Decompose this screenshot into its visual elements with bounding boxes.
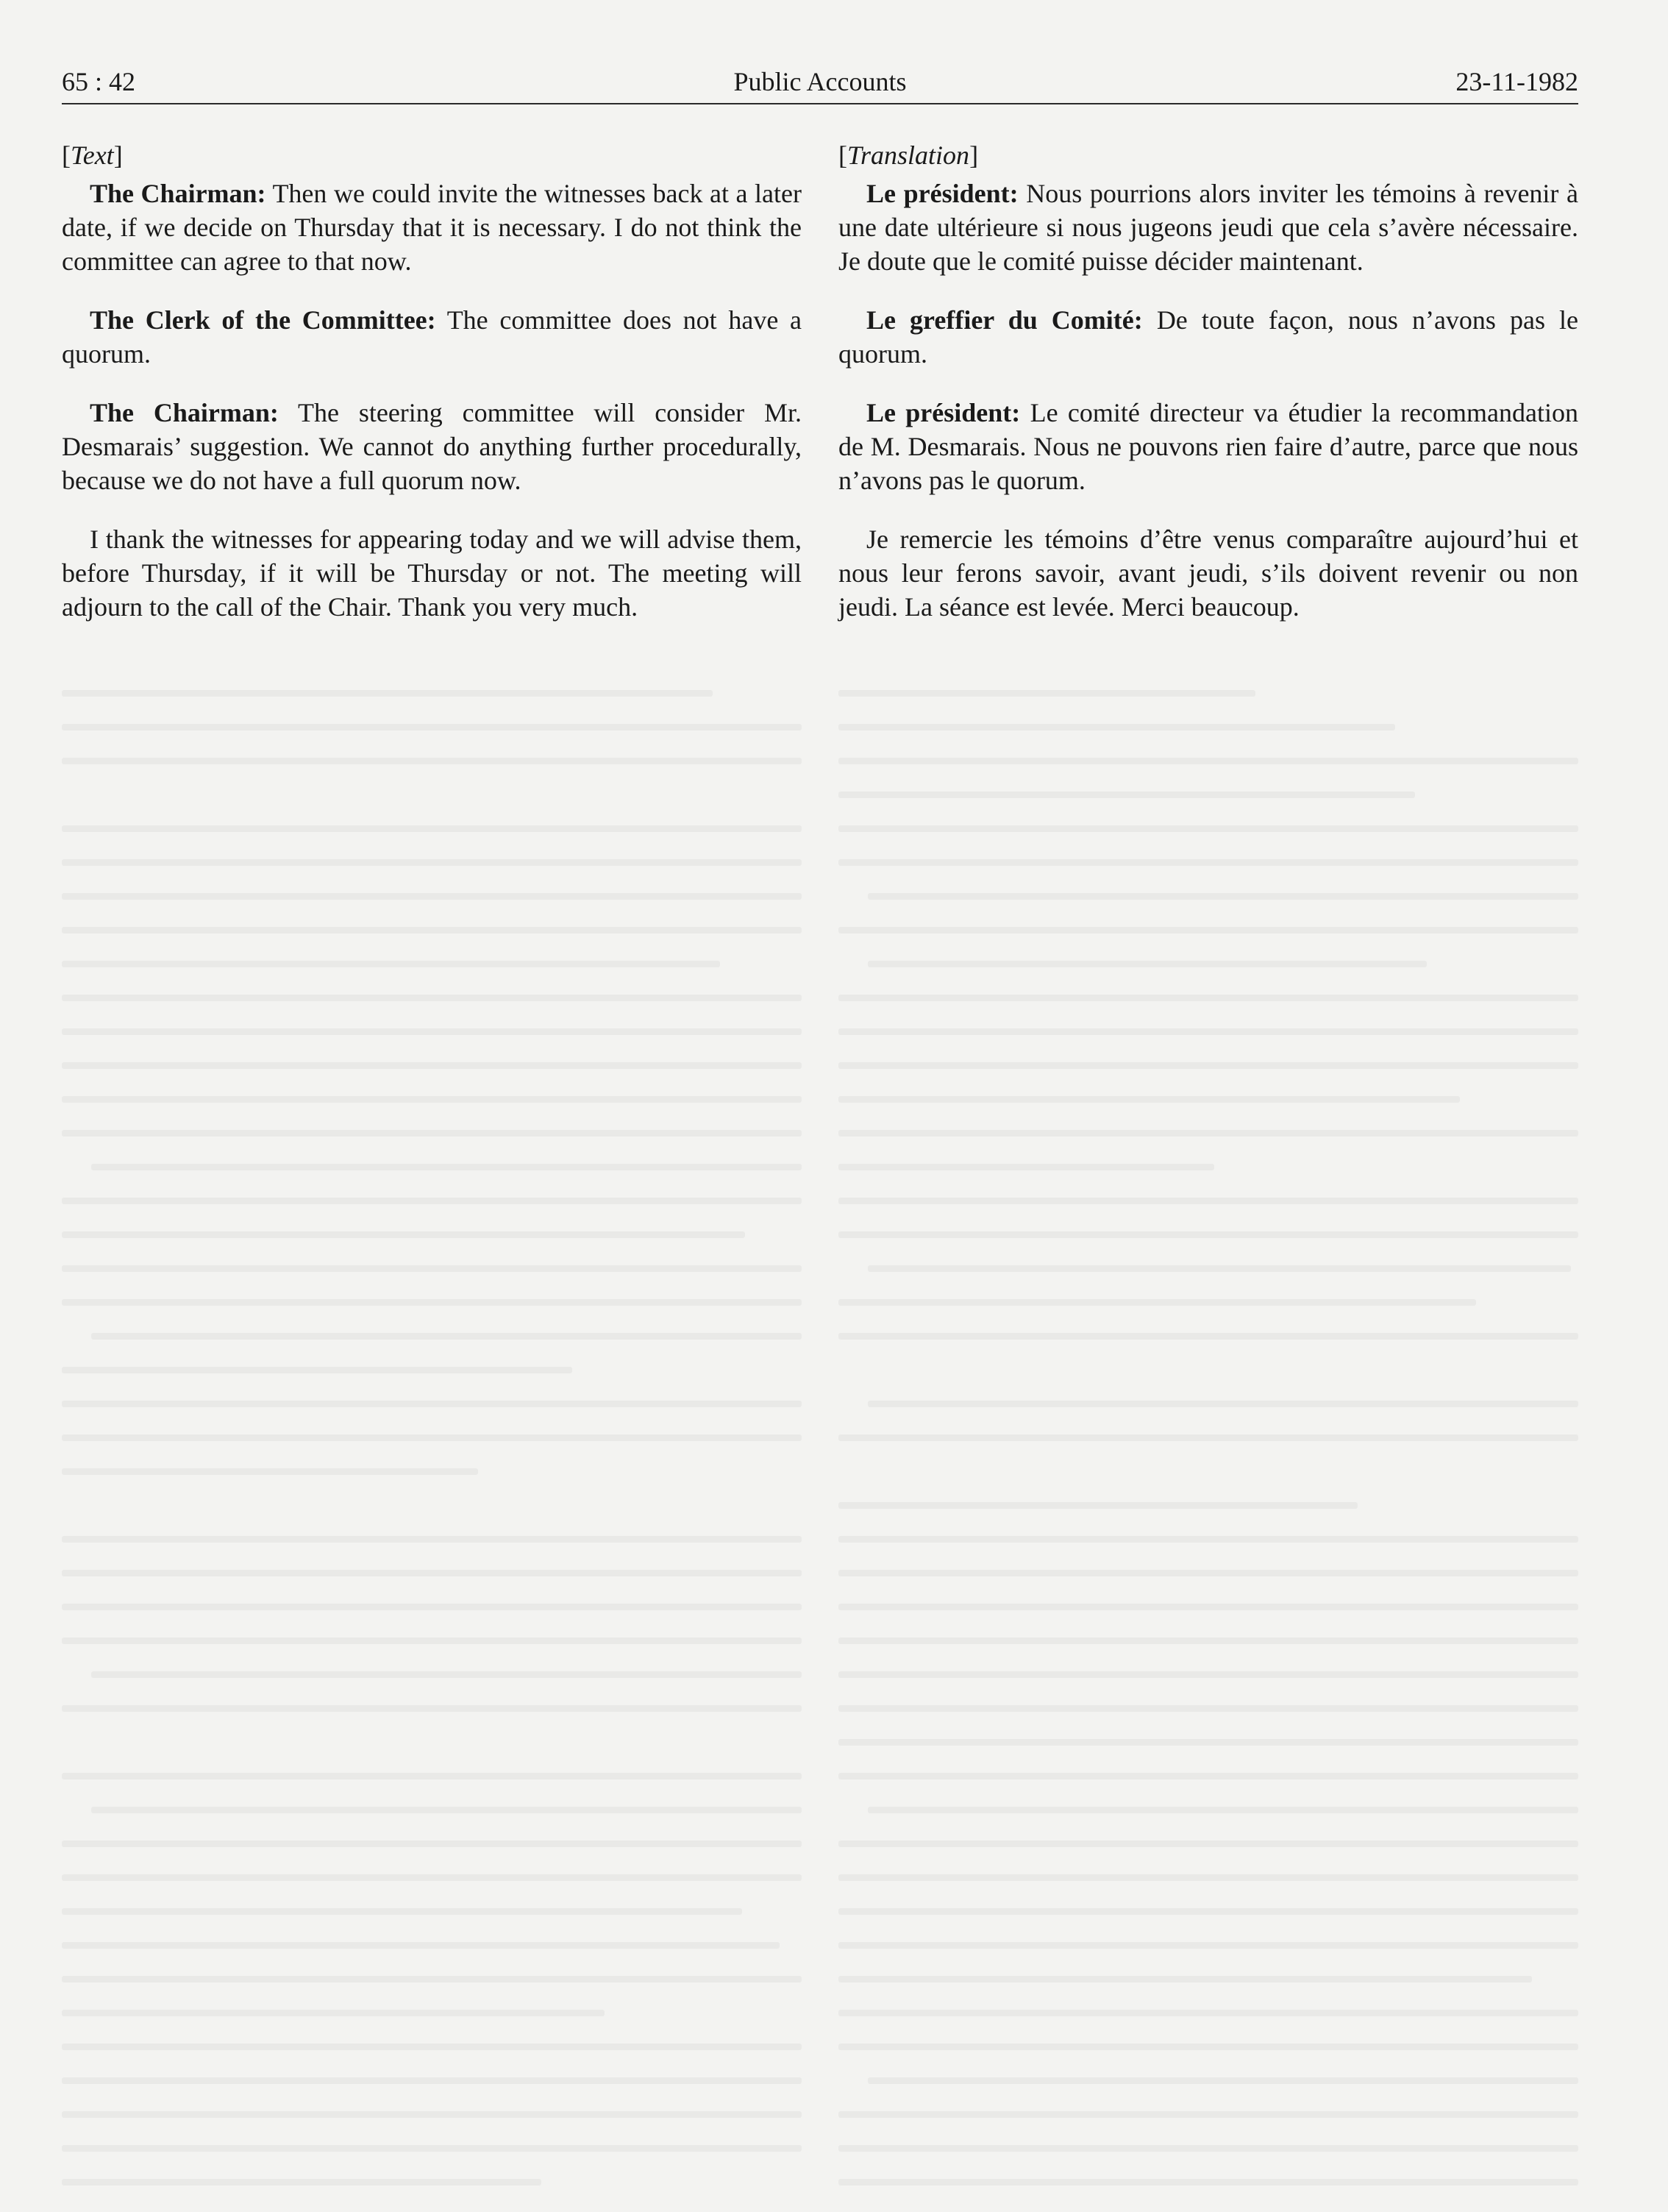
ghost-line: [838, 724, 1395, 730]
ghost-line: [838, 1874, 1578, 1881]
ghost-line: [868, 1401, 1578, 1407]
ghost-line: [838, 2111, 1578, 2118]
ghost-line: [868, 1265, 1571, 1272]
page-header: [62, 65, 1578, 104]
paragraph-text: Le comité directeur va étudier la recommandation de M. Desmarais. Nous ne pouvons rien faire d’autre, parce que nous n’avons pas le quorum.: [838, 398, 1579, 495]
ghost-line: [62, 927, 802, 933]
paragraph: [838, 522, 1578, 624]
ghost-line: [62, 1536, 802, 1543]
ghost-line: [91, 1671, 802, 1678]
ghost-line: [62, 2044, 802, 2050]
ghost-line: [838, 2010, 1578, 2016]
speaker-name: The Clerk of the Committee:: [90, 305, 436, 335]
ghost-line: [838, 825, 1578, 832]
paragraph: [62, 177, 802, 278]
ghost-line: [62, 859, 802, 866]
ghost-line: [62, 2077, 802, 2084]
ghost-line: [62, 1028, 802, 1035]
ghost-line: [62, 1942, 780, 1949]
ghost-line: [838, 1773, 1578, 1779]
ghost-line: [838, 1434, 1578, 1441]
speaker-name: The Chairman:: [90, 398, 279, 427]
ghost-line: [62, 825, 802, 832]
ghost-line: [62, 1367, 572, 1373]
ghost-line: [838, 1976, 1532, 1982]
ghost-line: [838, 690, 1255, 697]
ghost-line: [62, 2179, 541, 2186]
ghost-line: [62, 1570, 802, 1576]
ghost-line: [62, 1908, 742, 1915]
speaker-name: Le greffier du Comité:: [866, 305, 1143, 335]
ghost-line: [838, 1908, 1578, 1915]
ghost-line: [838, 1198, 1578, 1204]
ghost-line: [868, 1807, 1578, 1813]
ghost-line: [838, 1739, 1578, 1746]
ghost-line: [838, 1333, 1578, 1340]
ghost-line: [62, 1299, 802, 1306]
ghost-line: [62, 2010, 605, 2016]
ghost-line: [838, 2145, 1578, 2152]
ghost-line: [62, 2111, 802, 2118]
ghost-line: [838, 1671, 1578, 1678]
ghost-line: [62, 995, 802, 1001]
paragraph: [62, 303, 802, 371]
ghost-line: [62, 1604, 802, 1610]
paragraph-text: I thank the witnesses for appearing today and we will advise them, before Thursday, if it will be Thursday or not. The meeting will adjourn to the call of the Chair. Thank you very much.: [62, 524, 802, 622]
ghost-line: [62, 1841, 802, 1847]
ghost-line: [91, 1164, 802, 1170]
ghost-line: [62, 1874, 802, 1881]
ghost-line: [62, 1265, 802, 1272]
ghost-line: [62, 893, 802, 900]
ghost-line: [62, 690, 713, 697]
ghost-line: [62, 1231, 745, 1238]
ghost-line: [62, 961, 720, 967]
ghost-line: [838, 1637, 1578, 1644]
english-column: [62, 138, 802, 649]
ghost-line: [868, 893, 1578, 900]
paragraph-text: The steering committee will consider Mr. Desmarais’ suggestion. We cannot do anything further procedurally, because we do not have a full quorum now.: [62, 398, 802, 495]
ghost-line: [62, 1468, 478, 1475]
ghost-line: [62, 1773, 802, 1779]
ghost-line: [838, 859, 1578, 866]
ghost-line: [91, 1333, 802, 1340]
ghost-line: [62, 758, 802, 764]
paragraph: [838, 396, 1578, 497]
paragraph: [62, 396, 802, 497]
paragraph-text: The committee does not have a quorum.: [62, 305, 802, 369]
page-title: Public Accounts: [733, 67, 907, 96]
ghost-line: [838, 1604, 1578, 1610]
ghost-line: [91, 1807, 802, 1813]
ghost-line: [62, 1976, 802, 1982]
speaker-name: Le président:: [866, 179, 1019, 208]
ghost-line: [838, 1096, 1460, 1103]
ghost-line: [838, 1502, 1358, 1509]
ghost-line: [62, 1705, 802, 1712]
ghost-line: [62, 1130, 802, 1137]
ghost-line: [838, 1942, 1578, 1949]
ghost-line: [838, 1130, 1578, 1137]
ghost-line: [838, 1028, 1578, 1035]
ghost-line: [838, 1164, 1214, 1170]
ghost-line: [62, 1637, 802, 1644]
ghost-line: [838, 1231, 1578, 1238]
page-date: 23-11-1982: [1455, 67, 1578, 96]
ghost-line: [62, 1062, 802, 1069]
ghost-line: [838, 1705, 1578, 1712]
ghost-line: [838, 792, 1415, 798]
ghost-line: [62, 1198, 802, 1204]
column-label: [Translation]: [838, 141, 979, 170]
ghost-line: [838, 1536, 1578, 1543]
ghost-line: [838, 1299, 1476, 1306]
column-label: [Text]: [62, 141, 123, 170]
ghost-line: [838, 2044, 1578, 2050]
ghost-line: [868, 2077, 1578, 2084]
page-number: 65 : 42: [62, 67, 136, 96]
paragraph: [838, 303, 1578, 371]
ghost-line: [868, 961, 1427, 967]
paragraph-text: Nous pourrions alors inviter les témoins à revenir à une date ultérieure si nous jugeons jeudi que cela s’avère nécessaire. Je doute que le comité puisse décider maintenant.: [838, 179, 1579, 276]
french-column: [838, 138, 1578, 649]
ghost-line: [838, 1062, 1578, 1069]
ghost-line: [62, 1096, 802, 1103]
ghost-line: [62, 2145, 802, 2152]
speaker-name: The Chairman:: [90, 179, 266, 208]
ghost-line: [62, 724, 802, 730]
paragraph-text: Then we could invite the witnesses back at a later date, if we decide on Thursday that it is necessary. I do not think the committee can agree to that now.: [62, 179, 802, 276]
ghost-line: [838, 927, 1578, 933]
speaker-name: Le président:: [866, 398, 1021, 427]
ghost-line: [838, 1841, 1578, 1847]
ghost-line: [838, 2179, 1578, 2186]
ghost-line: [838, 995, 1578, 1001]
ghost-line: [838, 1570, 1578, 1576]
ghost-line: [838, 758, 1578, 764]
paragraph: [62, 522, 802, 624]
paragraph-text: De toute façon, nous n’avons pas le quorum.: [838, 305, 1579, 369]
paragraph: [838, 177, 1578, 278]
ghost-line: [62, 1401, 802, 1407]
paragraph-text: Je remercie les témoins d’être venus comparaître aujourd’hui et nous leur ferons savoir, avant jeudi, s’ils doivent revenir ou non jeudi. La séance est levée. Merci beaucoup.: [838, 524, 1578, 622]
ghost-line: [62, 1434, 802, 1441]
